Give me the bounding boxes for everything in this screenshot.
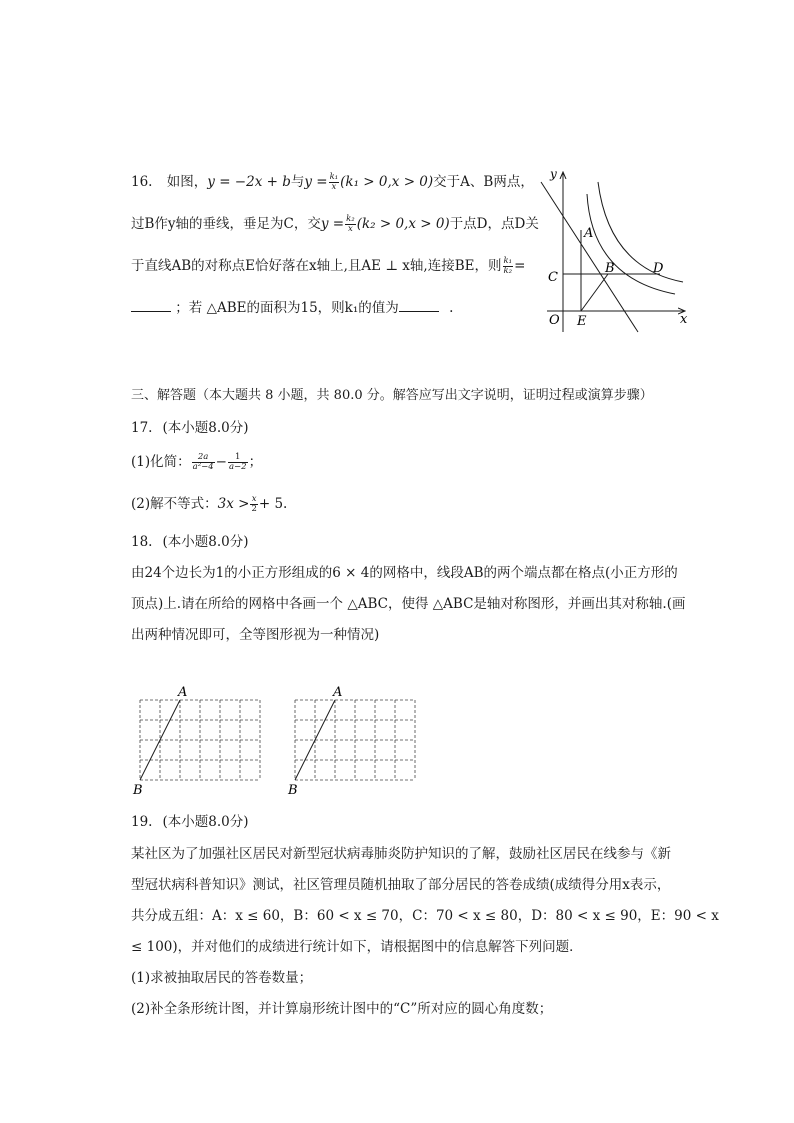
q18-line2: 顶点)上.请在所给的网格中各画一个 △ABC，使得 △ABC是轴对称图形，并画出其对称轴.(画 bbox=[131, 596, 686, 612]
q19-line5: (1)求被抽取居民的答卷数量； bbox=[131, 970, 313, 986]
segment-be bbox=[581, 274, 608, 311]
label-e: E bbox=[577, 314, 587, 329]
curve-k1 bbox=[587, 194, 675, 294]
grid2-label-b: B bbox=[288, 783, 298, 798]
fraction-1: $\frac{1}{a-2}$ bbox=[228, 452, 247, 472]
fraction-k2-over-x: $\frac{\text{k₂}}{x}$ bbox=[346, 214, 355, 234]
label-x: x bbox=[680, 312, 688, 327]
label-c: C bbox=[548, 270, 558, 285]
q16-line3: 于直线AB的对称点E恰好落在x轴上,且AE ⊥ x轴,连接BE，则 $\frac{\text{k₁}}{\text{k₂}}$ = bbox=[131, 256, 526, 276]
label-d: D bbox=[653, 261, 664, 276]
q19-line1: 某社区为了加强社区居民对新型冠状病毒肺炎防护知识的了解，鼓励社区居民在线参与《新 bbox=[131, 846, 671, 862]
q19-line4: ≤ 100)，并对他们的成绩进行统计如下，请根据图中的信息解答下列问题． bbox=[131, 939, 583, 955]
q16-figure bbox=[535, 160, 700, 340]
q16-line4: ；若 △ABE的面积为15，则k₁的值为 . bbox=[131, 296, 453, 316]
label-b: B bbox=[605, 261, 615, 276]
q16-line1: 16. 如图，y = −2x + b与y = $\frac{\text{k₁}}{x}$ (k₁ > 0,x > 0)交于A、B两点， bbox=[131, 172, 534, 192]
grid-1 bbox=[130, 684, 270, 799]
q17-part2: (2)解不等式：3x > $\frac{x}{2}$ + 5. bbox=[131, 494, 288, 514]
q16-line2: 过B作y轴的垂线，垂足为C，交y = $\frac{\text{k₂}}{x}$ (k₂ > 0,x > 0)于点D，点D关 bbox=[131, 214, 539, 234]
q17-header: 17. (本小题8.0分) bbox=[131, 420, 249, 436]
grid1-label-b: B bbox=[133, 783, 143, 798]
answer-blank-2[interactable] bbox=[399, 299, 439, 312]
answer-blank-1[interactable] bbox=[131, 299, 171, 312]
fraction-k1-over-x: $\frac{\text{k₁}}{x}$ bbox=[329, 172, 339, 192]
q18-header: 18. (本小题8.0分) bbox=[131, 534, 249, 550]
q16-number: 16. bbox=[131, 174, 153, 190]
label-y: y bbox=[550, 167, 557, 181]
fraction-2a: $\frac{2a}{\text{a²−4}}$ bbox=[192, 452, 214, 472]
q18-line1: 由24个边长为1的小正方形组成的6 × 4的网格中，线段AB的两个端点都在格点(小正方形的 bbox=[131, 565, 678, 581]
grid1-label-a: A bbox=[178, 685, 188, 700]
q17-part1: (1)化简： $\frac{2a}{\text{a²−4}}$ − $\frac{1}{a-2}$ ； bbox=[131, 452, 263, 472]
q18-line3: 出两种情况即可，全等图形视为一种情况) bbox=[131, 627, 380, 643]
section-3-heading: 三、解答题（本大题共 8 小题，共 80.0 分。解答应写出文字说明，证明过程或演算步骤） bbox=[131, 388, 653, 403]
q19-line3: 共分成五组：A：x ≤ 60，B：60 < x ≤ 70，C：70 < x ≤ 80，D：80 < x ≤ 90，E：90 < x bbox=[131, 908, 719, 924]
grid2-label-a: A bbox=[333, 685, 343, 700]
label-a: A bbox=[584, 226, 594, 241]
label-o: O bbox=[549, 313, 560, 328]
line-ab bbox=[541, 182, 638, 332]
q19-line2: 型冠状病科普知识》测试，社区管理员随机抽取了部分居民的答卷成绩(成绩得分用x表示， bbox=[131, 877, 671, 893]
q19-line6: (2)补全条形统计图，并计算扇形统计图中的“C”所对应的圆心角度数； bbox=[131, 1001, 553, 1017]
fraction-k1-over-k2: $\frac{\text{k₁}}{\text{k₂}}$ bbox=[503, 256, 513, 276]
q19-header: 19. (本小题8.0分) bbox=[131, 814, 249, 830]
fraction-x-over-2: $\frac{x}{2}$ bbox=[251, 494, 257, 514]
grid-2 bbox=[285, 684, 425, 799]
